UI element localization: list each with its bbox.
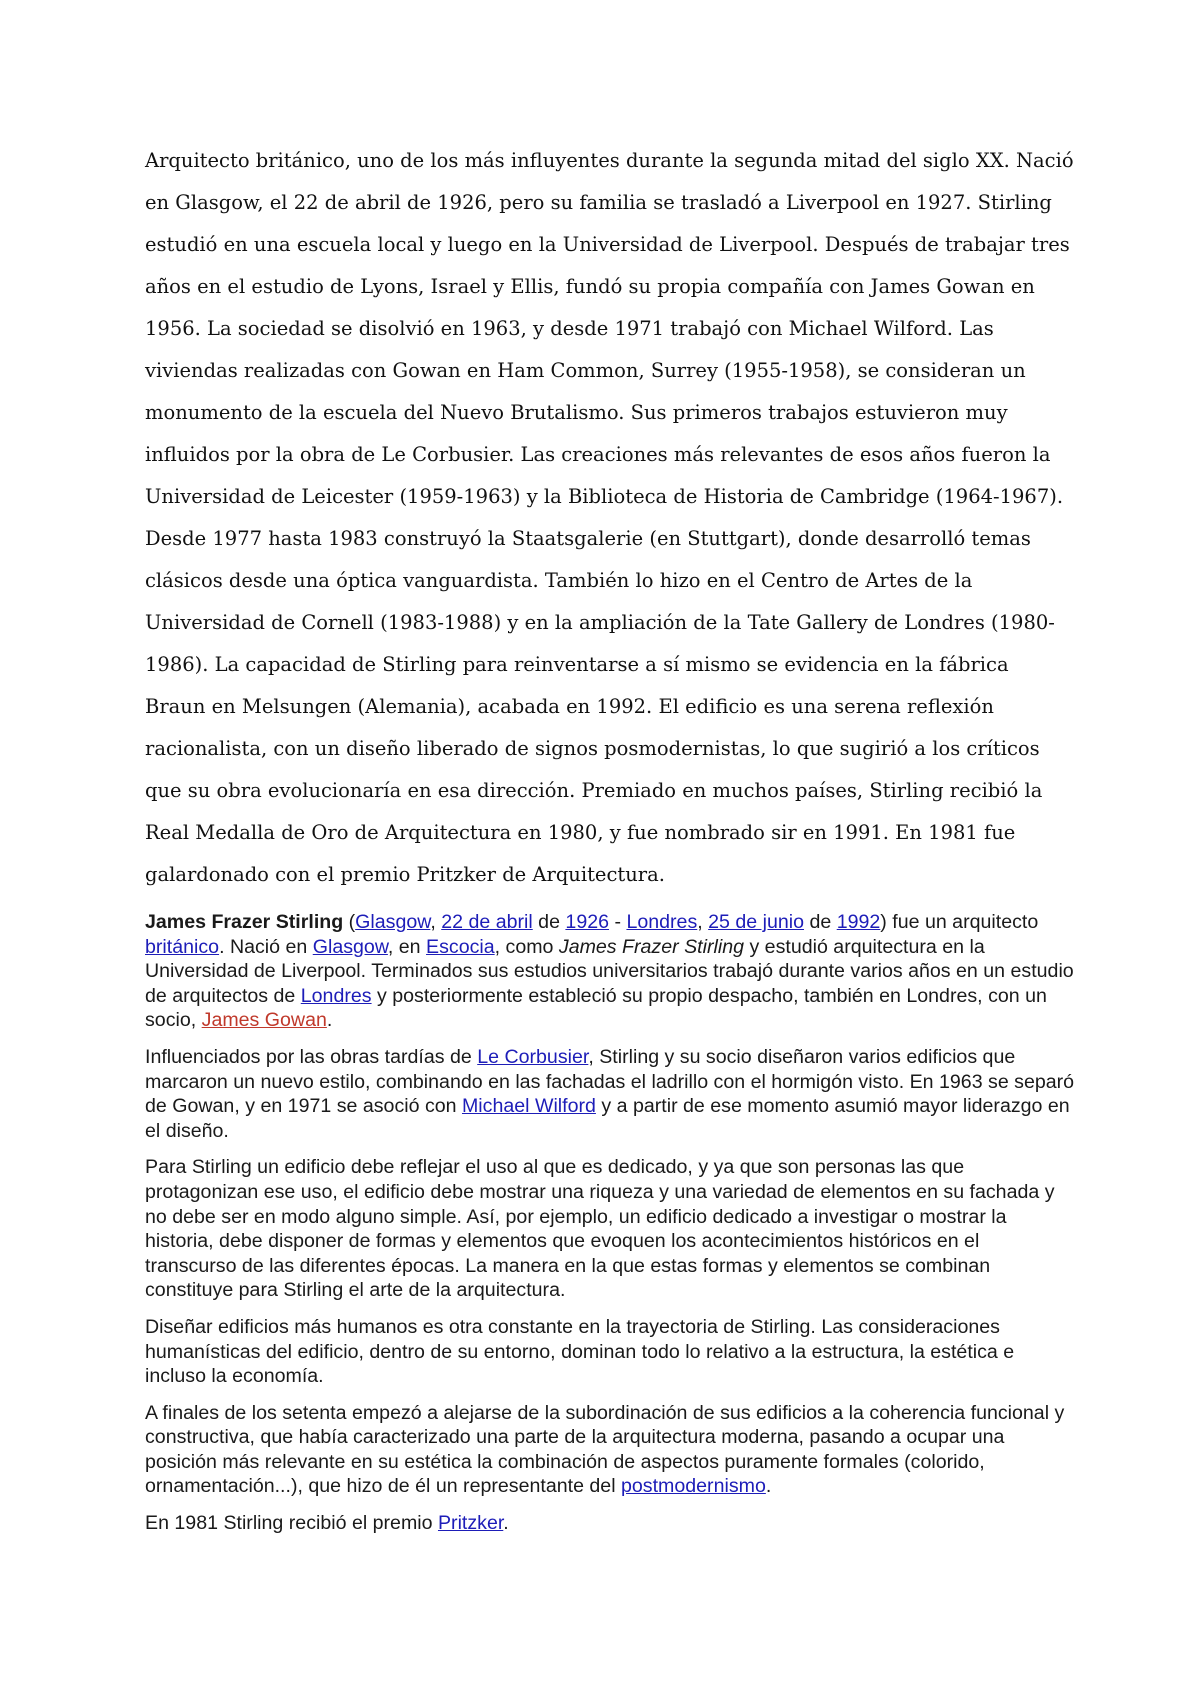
link-25-de-junio[interactable]: 25 de junio bbox=[708, 911, 805, 933]
wiki-paragraph-humanism: Diseñar edificios más humanos es otra constante en la trayectoria de Stirling. Las consideraciones humanísticas del edificio, dentro de su entorno, dominan todo lo relativo a la estructura, la estética e incluso la economía. bbox=[145, 1315, 1015, 1388]
link-glasgow[interactable]: Glasgow bbox=[355, 911, 431, 933]
link-1992[interactable]: 1992 bbox=[836, 911, 881, 933]
link-le-corbusier[interactable]: Le Corbusier bbox=[477, 1045, 589, 1068]
link-1926[interactable]: 1926 bbox=[565, 911, 610, 933]
wiki-article bbox=[145, 910, 1075, 1548]
link-pritzker[interactable]: Pritzker bbox=[437, 1512, 504, 1535]
link-glasgow-2[interactable]: Glasgow bbox=[312, 935, 388, 958]
link-britanico[interactable]: británico bbox=[145, 935, 220, 958]
link-james-gowan[interactable]: James Gowan bbox=[201, 1009, 327, 1032]
link-londres-2[interactable]: Londres bbox=[300, 984, 372, 1007]
link-escocia[interactable]: Escocia bbox=[426, 935, 495, 958]
biography-paragraph-serif: Arquitecto británico, uno de los más influyentes durante la segunda mitad del siglo XX. Nació en Glasgow, el 22 de abril de 1926, pero su familia se trasladó a Liverpool en 1927. Stirling estudió en una escuela local y luego en la Universidad de Liverpool. Después de trabajar tres años en el estudio de Lyons, Israel y Ellis, fundó su propia compañía con James Gowan en 1956. La sociedad se disolvió en 1963, y desde 1971 trabajó con Michael Wilford. Las viviendas realizadas con Gowan en Ham Common, Surrey (1955-1958), se consideran un monumento de la escuela del Nuevo Brutalismo. Sus primeros trabajos estuvieron muy influidos por la obra de Le Corbusier. Las creaciones más relevantes de esos años fueron la Universidad de Leicester (1959-1963) y la Biblioteca de Historia de Cambridge (1964-1967). Desde 1977 hasta 1983 construyó la Staatsgalerie (en Stuttgart), donde desarrolló temas clásicos desde una óptica vanguardista. También lo hizo en el Centro de Artes de la Universidad de Cornell (1983-1988) y en la ampliación de la Tate Gallery de Londres (1980-1986). La capacidad de Stirling para reinventarse a sí mismo se evidencia en la fábrica Braun en Melsungen (Alemania), acabada en 1992. El edificio es una serena reflexión racionalista, con un diseño liberado de signos posmodernistas, lo que sugirió a los críticos que su obra evolucionaría en esa dirección. Premiado en muchos países, Stirling recibió la Real Medalla de Oro de Arquitectura en 1980, y fue nombrado sir en 1991. En 1981 fue galardonado con el premio Pritzker de Arquitectura. bbox=[145, 149, 1074, 886]
wiki-paragraph-influences: Influenciados por las obras tardías de Le Corbusier, Stirling y su socio diseñaron varios edificios que marcaron un nuevo estilo, combinando en las fachadas el ladrillo con el hormigón visto. En 1963 se separó de Gowan, y en 1971 se asoció con Michael Wilford y a partir de ese momento asumió mayor liderazgo en el diseño. bbox=[145, 1045, 1075, 1142]
link-londres[interactable]: Londres bbox=[626, 911, 698, 933]
wiki-paragraph-philosophy: Para Stirling un edificio debe reflejar el uso al que es dedicado, y ya que son personas las que protagonizan ese uso, el edificio debe mostrar una riqueza y una variedad de elementos en su fachada y no debe ser en modo alguno simple. Así, por ejemplo, un edificio dedicado a investigar o mostrar la historia, debe disponer de formas y elementos que evoquen los acontecimientos históricos en el transcurso de las diferentes épocas. La manera en la que estas formas y elementos se combinan constituye para Stirling el arte de la arquitectura. bbox=[145, 1156, 1055, 1302]
wiki-paragraph-postmodernism: A finales de los setenta empezó a alejarse de la subordinación de sus edificios a la coherencia funcional y constructiva, que había caracterizado una parte de la arquitectura moderna, pasando a ocupar una posición más relevante en su estética la combinación de aspectos puramente formales (colorido, ornamentación...), que hizo de él un representante del postmodernismo. bbox=[145, 1401, 1065, 1498]
article-subject-name: James Frazer Stirling bbox=[145, 911, 344, 933]
link-22-de-abril[interactable]: 22 de abril bbox=[441, 911, 533, 933]
link-michael-wilford[interactable]: Michael Wilford bbox=[461, 1095, 596, 1118]
wiki-paragraph-pritzker: En 1981 Stirling recibió el premio Pritzker. bbox=[145, 1512, 509, 1535]
italic-full-name: James Frazer Stirling bbox=[558, 935, 744, 958]
link-postmodernismo[interactable]: postmodernismo bbox=[621, 1475, 766, 1498]
wiki-paragraph-intro: James Frazer Stirling (Glasgow, 22 de abril de 1926 - Londres, 25 de junio de 1992) fue un arquitecto británico. Nació en Glasgow, en Escocia, como James Frazer Stirling y estudió arquitectura en la Universidad de Liverpool. Terminados sus estudios universitarios trabajó durante varios años en un estudio de arquitectos de Londres y posteriormente estableció su propio despacho, también en Londres, con un socio, James Gowan. bbox=[145, 911, 1074, 1032]
